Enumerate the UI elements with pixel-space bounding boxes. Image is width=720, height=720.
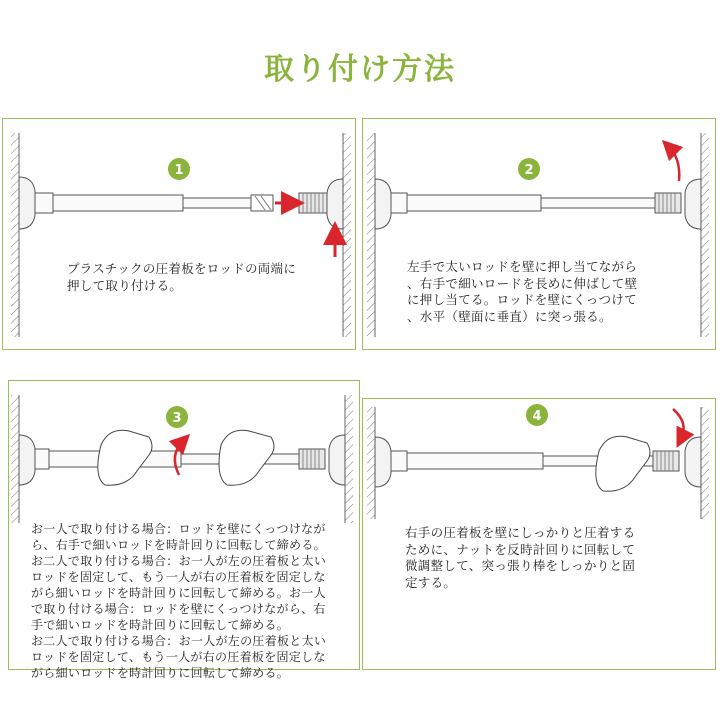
right-hand: [596, 436, 650, 491]
step-panel-4: [362, 398, 716, 670]
step-4-text: 右手の圧着板を壁にしっかりと圧着する ために、ナットを反時計回りに回転して 微調整して、突っ張り棒をしっかりと固 定する。: [405, 525, 636, 590]
right-wall: [343, 133, 351, 337]
left-hand: [98, 430, 152, 485]
step-3-text: お一人で取り付ける場合：ロッドを壁にくっつけなが ら、右手で細いロッドを時計回りに回転して締める。 お二人で取り付ける場合：お一人が左の圧着板と太い ロッドを固定して、もう一人が右の圧着板を固定しな がら細いロッドを時計回りに回転して締める。お一人 で取り付ける場合：ロッドを壁にくっつけながら、右 手で細いロッドを時計回りに回転して締める。 お二人で取り付ける場合：お一人が左の圧着板と太い ロッドを固定して、もう一人が右の圧着板を固定しな がら細いロッドを時計回りに回転して締める。: [31, 522, 327, 680]
right-hand: [219, 430, 274, 485]
step-2-text: 左手で太いロッドを壁に押し当てながら 、右手で細いロードを長めに伸ばして壁 に押し当てる。ロッドを壁にくっつけて 、水平（壁面に垂直）に突っ張る。: [407, 259, 638, 324]
thin-rod: [183, 198, 251, 208]
step-1-text: プラスチックの圧着板をロッドの両端に 押して取り付ける。: [67, 261, 297, 293]
step-1-number: 1: [174, 163, 184, 178]
page-title: 取り付け方法: [264, 52, 456, 87]
step-1-illustration: [3, 119, 357, 351]
step-panel-2: [362, 118, 716, 350]
step-2-number: 2: [524, 163, 534, 178]
left-wall: [11, 133, 19, 337]
step-panel-3: [8, 380, 360, 680]
step-3-number: 3: [172, 411, 182, 426]
thick-rod: [53, 195, 183, 211]
step-4-number: 4: [532, 409, 542, 424]
step-panel-1: [2, 118, 356, 350]
